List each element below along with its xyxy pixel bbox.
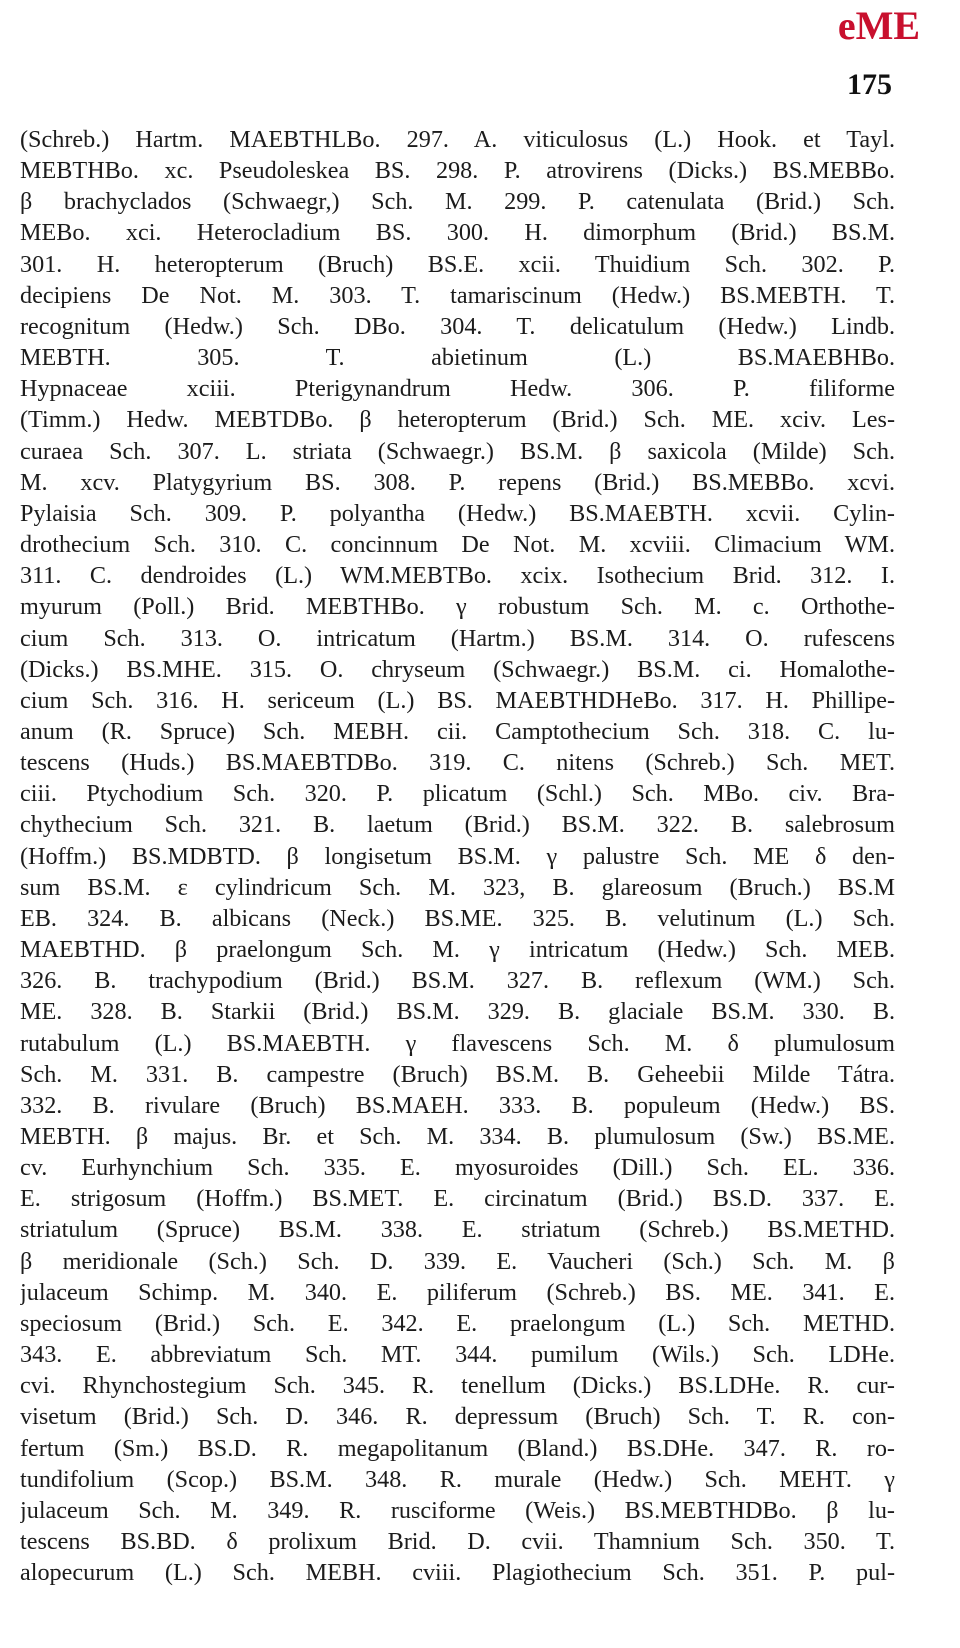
text-line: fertum (Sm.) BS.D. R. megapolitanum (Bland.) BS.DHe. 347. R. ro- xyxy=(20,1434,895,1462)
text-line: (Hoffm.) BS.MDBTD. β longisetum BS.M. γ palustre Sch. ME δ den- xyxy=(20,842,895,870)
text-line: MEBo. xci. Heterocladium BS. 300. H. dimorphum (Brid.) BS.M. xyxy=(20,219,895,247)
text-line: 326. B. trachypodium (Brid.) BS.M. 327. B. reflexum (WM.) Sch. xyxy=(20,967,895,995)
text-line: 301. H. heteropterum (Bruch) BS.E. xcii. Thuidium Sch. 302. P. xyxy=(20,250,895,278)
text-line: ME. 328. B. Starkii (Brid.) BS.M. 329. B. glaciale BS.M. 330. B. xyxy=(20,998,895,1026)
text-line: striatulum (Spruce) BS.M. 338. E. striatum (Schreb.) BS.METHD. xyxy=(20,1216,895,1244)
text-line: E. strigosum (Hoffm.) BS.MET. E. circinatum (Brid.) BS.D. 337. E. xyxy=(20,1185,895,1213)
text-line: 311. C. dendroides (L.) WM.MEBTBo. xcix. Isothecium Brid. 312. I. xyxy=(20,562,895,590)
text-line: visetum (Brid.) Sch. D. 346. R. depressum (Bruch) Sch. T. R. con- xyxy=(20,1403,895,1431)
text-line: tescens BS.BD. δ prolixum Brid. D. cvii. Thamnium Sch. 350. T. xyxy=(20,1528,895,1556)
text-line: Sch. M. 331. B. campestre (Bruch) BS.M. B. Geheebii Milde Tátra. xyxy=(20,1060,895,1088)
text-line: β brachyclados (Schwaegr,) Sch. M. 299. P. catenulata (Brid.) Sch. xyxy=(20,188,895,216)
text-line: sum BS.M. ε cylindricum Sch. M. 323, B. glareosum (Bruch.) BS.M xyxy=(20,873,895,901)
text-line: ciii. Ptychodium Sch. 320. P. plicatum (Schl.) Sch. MBo. civ. Bra- xyxy=(20,780,895,808)
text-line: 332. B. rivulare (Bruch) BS.MAEH. 333. B. populeum (Hedw.) BS. xyxy=(20,1091,895,1119)
text-line: cium Sch. 316. H. sericeum (L.) BS. MAEBTHDHeBo. 317. H. Phillipe- xyxy=(20,686,895,714)
text-line: MEBTH. β majus. Br. et Sch. M. 334. B. plumulosum (Sw.) BS.ME. xyxy=(20,1123,895,1150)
text-line: Hypnaceae xciii. Pterigynandrum Hedw. 306. P. filiforme xyxy=(20,375,895,403)
text-line: tescens (Huds.) BS.MAEBTDBo. 319. C. nitens (Schreb.) Sch. MET. xyxy=(20,749,895,777)
text-line: chythecium Sch. 321. B. laetum (Brid.) BS.M. 322. B. salebrosum xyxy=(20,811,895,839)
text-line: (Dicks.) BS.MHE. 315. O. chryseum (Schwaegr.) BS.M. ci. Homalothe- xyxy=(20,655,895,683)
text-line: tundifolium (Scop.) BS.M. 348. R. murale (Hedw.) Sch. MEHT. γ xyxy=(20,1465,895,1493)
text-line: cium Sch. 313. O. intricatum (Hartm.) BS.M. 314. O. rufescens xyxy=(20,624,895,652)
text-line: Pylaisia Sch. 309. P. polyantha (Hedw.) BS.MAEBTH. xcvii. Cylin- xyxy=(20,499,895,527)
text-line: drothecium Sch. 310. C. concinnum De Not. M. xcviii. Climacium WM. xyxy=(20,531,895,559)
text-line: recognitum (Hedw.) Sch. DBo. 304. T. delicatulum (Hedw.) Lindb. xyxy=(20,312,895,340)
text-line: speciosum (Brid.) Sch. E. 342. E. praelongum (L.) Sch. METHD. xyxy=(20,1309,895,1337)
running-head: eME xyxy=(837,3,920,48)
text-line: rutabulum (L.) BS.MAEBTH. γ flavescens Sch. M. δ plumulosum xyxy=(20,1029,895,1057)
text-line: cvi. Rhynchostegium Sch. 345. R. tenellum (Dicks.) BS.LDHe. R. cur- xyxy=(20,1372,895,1400)
text-line: julaceum Sch. M. 349. R. rusciforme (Weis.) BS.MEBTHDBo. β lu- xyxy=(20,1496,895,1524)
page-number: 175 xyxy=(847,68,892,101)
text-line: MEBTH. 305. T. abietinum (L.) BS.MAEBHBo. xyxy=(20,344,895,372)
text-line: cv. Eurhynchium Sch. 335. E. myosuroides (Dill.) Sch. EL. 336. xyxy=(20,1154,895,1182)
text-line: MAEBTHD. β praelongum Sch. M. γ intricatum (Hedw.) Sch. MEB. xyxy=(20,936,895,964)
text-line: β meridionale (Sch.) Sch. D. 339. E. Vaucheri (Sch.) Sch. M. β xyxy=(20,1247,895,1275)
text-line: (Schreb.) Hartm. MAEBTHLBo. 297. A. viticulosus (L.) Hook. et Tayl. xyxy=(20,126,895,153)
text-line: curaea Sch. 307. L. striata (Schwaegr.) BS.M. β saxicola (Milde) Sch. xyxy=(20,437,895,465)
text-line: MEBTHBo. xc. Pseudoleskea BS. 298. P. atrovirens (Dicks.) BS.MEBBo. xyxy=(20,157,895,185)
text-line: EB. 324. B. albicans (Neck.) BS.ME. 325. B. velutinum (L.) Sch. xyxy=(20,904,895,932)
text-line: decipiens De Not. M. 303. T. tamariscinum (Hedw.) BS.MEBTH. T. xyxy=(20,281,895,309)
text-line: julaceum Schimp. M. 340. E. piliferum (Schreb.) BS. ME. 341. E. xyxy=(20,1278,895,1306)
text-line: M. xcv. Platygyrium BS. 308. P. repens (Brid.) BS.MEBBo. xcvi. xyxy=(20,468,895,496)
text-line: myurum (Poll.) Brid. MEBTHBo. γ robustum Sch. M. c. Orthothe- xyxy=(20,593,895,621)
body-text xyxy=(20,124,895,1588)
text-line: alopecurum (L.) Sch. MEBH. cviii. Plagiothecium Sch. 351. P. pul- xyxy=(20,1559,895,1587)
text-line: 343. E. abbreviatum Sch. MT. 344. pumilum (Wils.) Sch. LDHe. xyxy=(20,1341,895,1369)
text-line: (Timm.) Hedw. MEBTDBo. β heteropterum (Brid.) Sch. ME. xciv. Les- xyxy=(20,406,895,434)
text-line: anum (R. Spruce) Sch. MEBH. cii. Camptothecium Sch. 318. C. lu- xyxy=(20,717,895,745)
